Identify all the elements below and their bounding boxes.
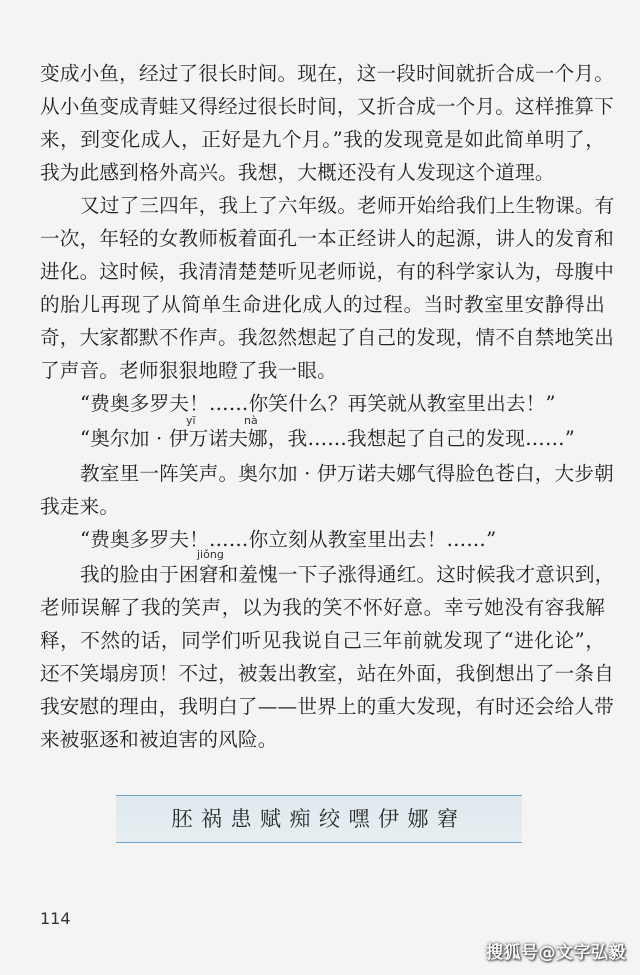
text-line: 释，不然的话，同学们听见我说自己三年前就发现了“进化论”， (40, 629, 605, 652)
text-line: 老师误解了我的笑声，以为我的笑不怀好意。幸亏她没有容我解 (40, 596, 605, 619)
text-line: 我为此感到格外高兴。我想，大概还没有人发现这个道理。 (40, 161, 555, 184)
text-line: 还不笑塌房顶！不过，被轰出教室，站在外面，我倒想出了一条自 (40, 662, 615, 685)
text-line: 又过了三四年，我上了六年级。老师开始给我们上生物课。有 (80, 194, 615, 217)
text-line: 了声音。老师狠狠地瞪了我一眼。 (40, 359, 337, 382)
text-line: “费奥多罗夫！……你立刻从教室里出去！……” (80, 528, 497, 551)
text-line: 从小鱼变成青蛙又得经过很长时间，又折合成一个月。这样推算下 (40, 95, 615, 118)
text-line: 奇，大家都默不作声。我忽然想起了自己的发现，情不自禁地笑出 (40, 326, 615, 349)
text-line: 来被驱逐和被迫害的风险。 (40, 728, 278, 751)
watermark: 搜狐号@文字弘毅 (486, 943, 626, 963)
text-line: 的胎儿再现了从简单生命进化成人的过程。当时教室里安静得出 (40, 293, 605, 316)
vocabulary-box (116, 795, 522, 843)
text-line: 来，到变化成人，正好是九个月。”我的发现竟是如此简单明了， (40, 128, 605, 151)
pinyin-annotation: nà (244, 414, 258, 427)
page-number: 114 (40, 909, 71, 928)
pinyin-annotation: jiǒng (197, 548, 224, 561)
text-line: 进化。这时候，我清清楚楚听见老师说，有的科学家认为，母腹中 (40, 260, 615, 283)
pinyin-annotation: yī (186, 414, 196, 427)
text-line: 变成小鱼，经过了很长时间。现在，这一段时间就折合成一个月。 (40, 62, 615, 85)
text-line: “费奥多罗夫！……你笑什么？再笑就从教室里出去！” (80, 392, 556, 415)
text-line: “奥尔加 · 伊万诺夫娜，我……我想起了自己的发现……” (80, 427, 575, 450)
vocabulary-characters: 胚祸患赋痴绞嘿伊娜窘 (171, 807, 467, 831)
text-line: 我安慰的理由，我明白了——世界上的重大发现，有时还会给人带 (40, 695, 615, 718)
text-line: 一次，年轻的女教师板着面孔一本正经讲人的起源，讲人的发育和 (40, 227, 615, 250)
text-line: 教室里一阵笑声。奥尔加 · 伊万诺夫娜气得脸色苍白，大步朝 (80, 462, 614, 485)
text-line: 我走来。 (40, 495, 120, 518)
text-line: 我的脸由于困窘和羞愧一下子涨得通红。这时候我才意识到， (80, 563, 615, 586)
